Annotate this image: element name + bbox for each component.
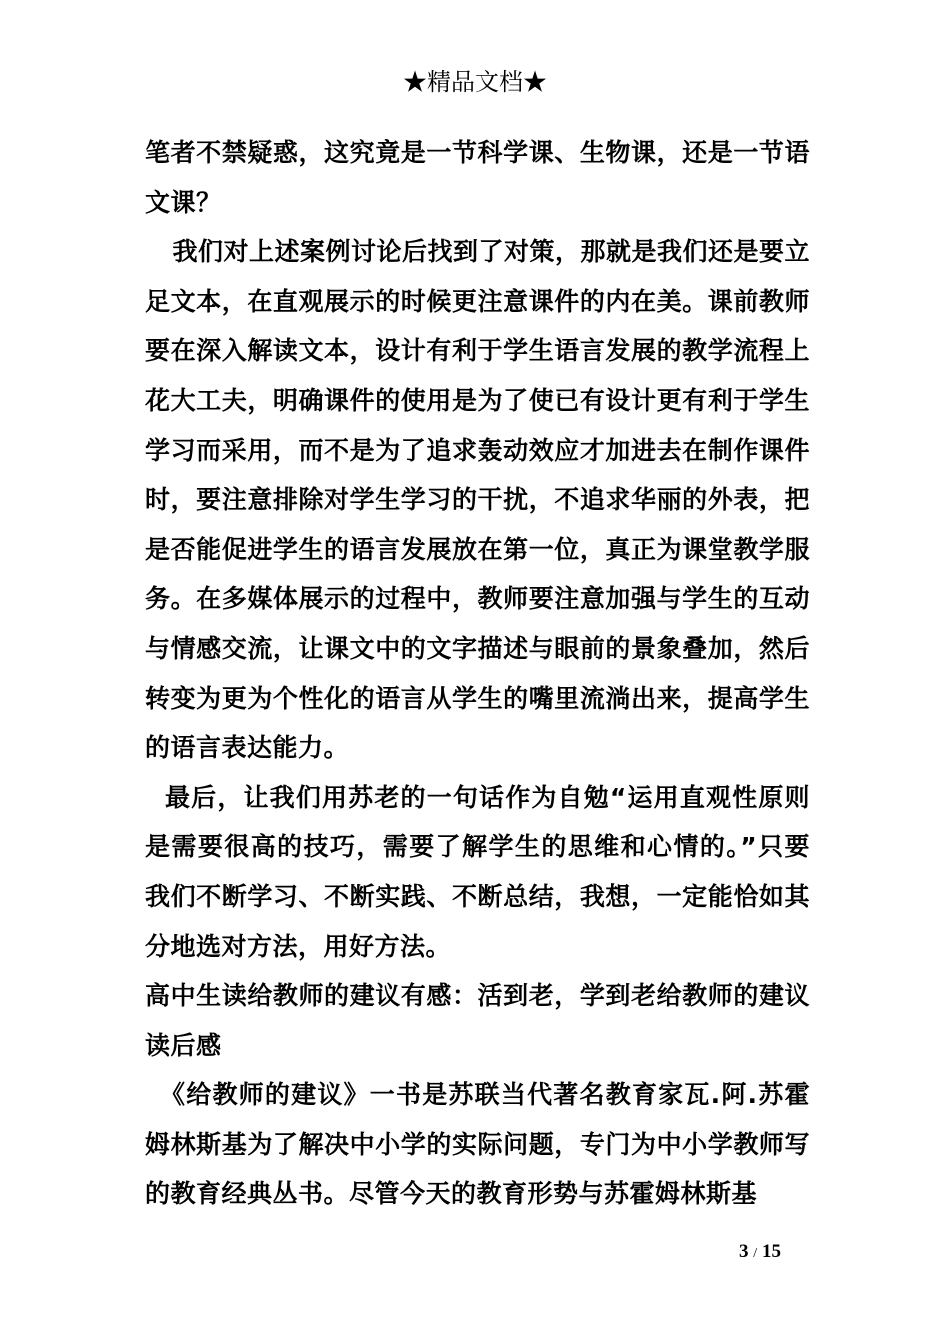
paragraph-continuation: 笔者不禁疑惑，这究竟是一节科学课、生物课，还是一节语文课？ xyxy=(145,138,810,217)
page-header xyxy=(0,66,950,98)
total-pages: 15 xyxy=(761,1241,781,1262)
header-title: ★精品文档★ xyxy=(403,68,547,96)
current-page: 3 xyxy=(739,1241,749,1262)
document-body xyxy=(145,128,810,1219)
paragraph-countermeasure: 我们对上述案例讨论后找到了对策，那就是我们还是要立足文本，在直观展示的时候更注意课件的内在美。课前教师要在深入解读文本，设计有利于学生语言发展的教学流程上花大工夫，明确课件的使用是为了使已有设计更有利于学生学习而采用，而不是为了追求轰动效应才加进去在制作课件时，要注意排除对学生学习的干扰，不追求华丽的外表，把是否能促进学生的语言发展放在第一位，真正为课堂教学服务。在多媒体展示的过程中，教师要注意加强与学生的互动与情感交流，让课文中的文字描述与眼前的景象叠加，然后转变为更为个性化的语言从学生的嘴里流淌出来，提高学生的语言表达能力。 xyxy=(145,237,811,763)
paragraph-conclusion: 最后，让我们用苏老的一句话作为自勉“运用直观性原则是需要很高的技巧，需要了解学生的思维和心情的。”只要我们不断学习、不断实践、不断总结，我想，一定能恰如其分地选对方法，用好方法。 xyxy=(145,782,810,961)
paragraph-book-intro: 《给教师的建议》一书是苏联当代著名教育家瓦.阿.苏霍姆林斯基为了解决中小学的实际问题，专门为中小学教师写的教育经典丛书。尽管今天的教育形势与苏霍姆林斯基 xyxy=(145,1080,810,1209)
page-separator: / xyxy=(753,1246,758,1261)
section-title: 高中生读给教师的建议有感：活到老，学到老给教师的建议读后感 xyxy=(145,981,810,1060)
page-number xyxy=(715,1240,805,1266)
